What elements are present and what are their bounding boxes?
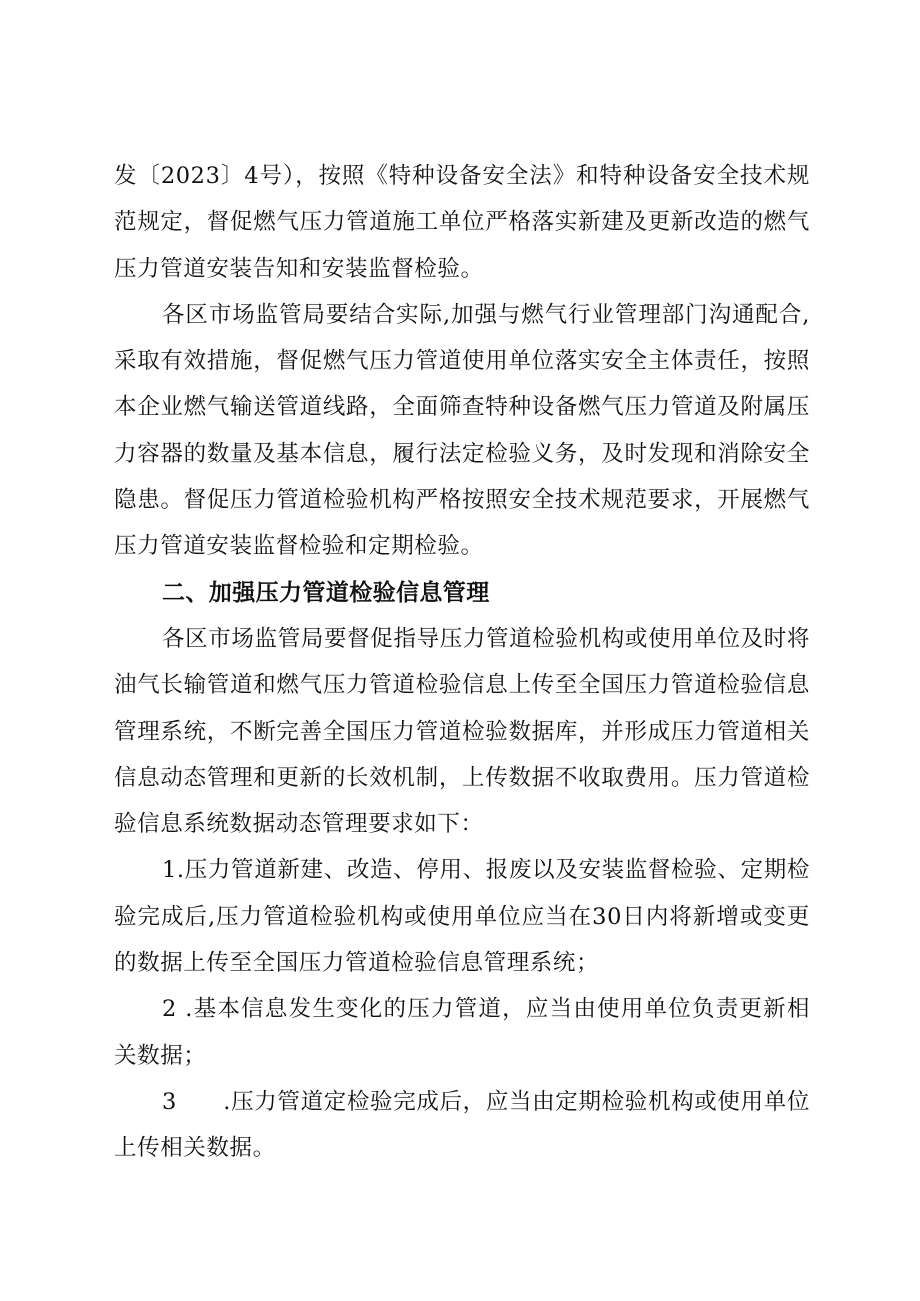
paragraph-continuation: 发〔2023〕4号），按照《特种设备安全法》和特种设备安全技术规范规定，督促燃气压力管道施工单位严格落实新建及更新改造的燃气压力管道安装告知和安装监督检验。	[114, 163, 810, 282]
body-text	[114, 153, 810, 1172]
list-item-2: 2 .基本信息发生变化的压力管道，应当由使用单位负责更新相关数据；	[114, 996, 810, 1069]
section-heading: 二、加强压力管道检验信息管理	[162, 579, 490, 606]
list-item-1: 1.压力管道新建、改造、停用、报废以及安装监督检验、定期检验完成后,压力管道检验机构或使用单位应当在30日内将新增或变更的数据上传至全国压力管道检验信息管理系统；	[114, 857, 810, 977]
paragraph-information-management: 各区市场监管局要督促指导压力管道检验机构或使用单位及时将油气长输管道和燃气压力管道检验信息上传至全国压力管道检验信息管理系统，不断完善全国压力管道检验数据库，并形成压力管道相关信息动态管理和更新的长效机制，上传数据不收取费用。压力管道检验信息系统数据动态管理要求如下：	[114, 625, 810, 838]
paragraph-supervision: 各区市场监管局要结合实际,加强与燃气行业管理部门沟通配合,采取有效措施，督促燃气压力管道使用单位落实安全主体责任，按照本企业燃气输送管道线路，全面筛查特种设备燃气压力管道及附属压力容器的数量及基本信息，履行法定检验义务，及时发现和消除安全隐患。督促压力管道检验机构严格按照安全技术规范要求，开展燃气压力管道安装监督检验和定期检验。	[114, 301, 810, 560]
list-item-3: 3 .压力管道定检验完成后，应当由定期检验机构或使用单位上传相关数据。	[114, 1088, 810, 1162]
